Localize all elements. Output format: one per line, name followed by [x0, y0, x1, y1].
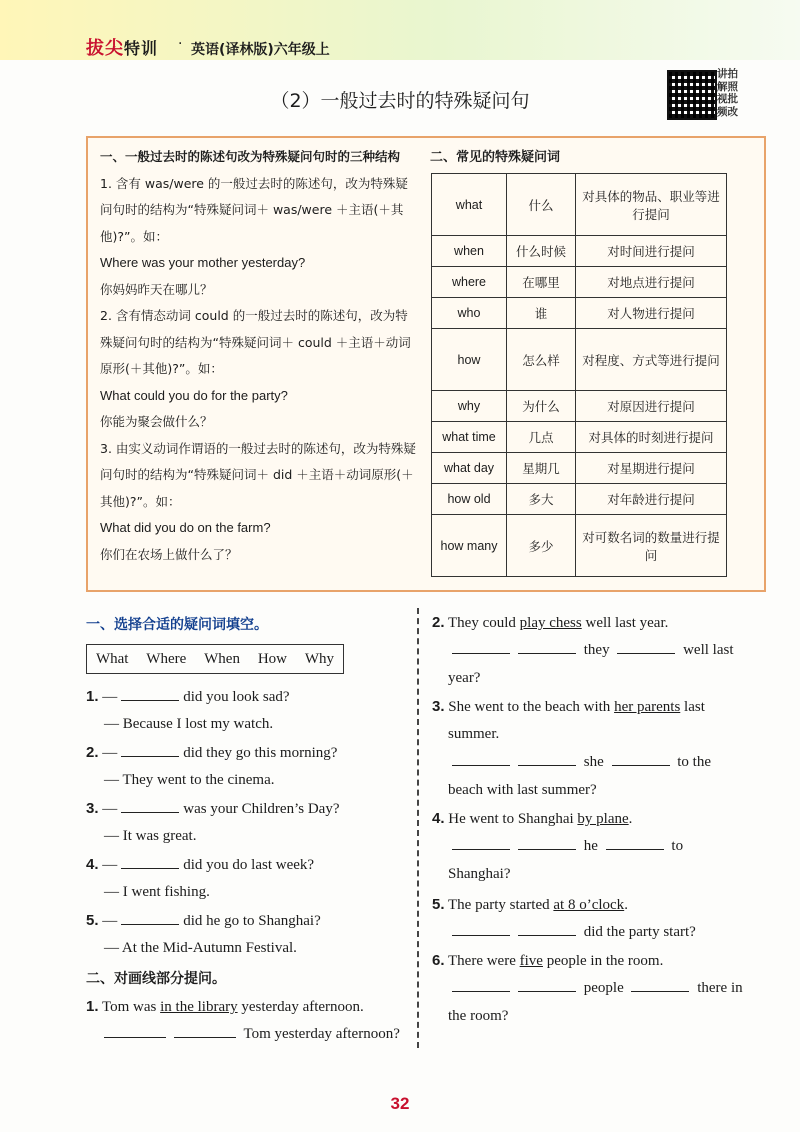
brand-logo: 拔尖特训 [86, 38, 159, 59]
word-option: Why [304, 650, 335, 667]
page-title: （2）一般过去时的特殊疑问句 [270, 90, 530, 112]
table-row: how many 多少 对可数名词的数量进行提问 [432, 515, 727, 577]
answer-blank[interactable] [121, 811, 179, 813]
word-option: What [95, 650, 129, 667]
ex2-q4: 4. He went to Shanghai by plane. [432, 810, 633, 827]
ex2-q2: 2. They could play chess well last year. [432, 614, 669, 631]
ex2-q3-cont: summer. [448, 726, 500, 742]
answer-blank[interactable] [612, 764, 670, 766]
answer-blank[interactable] [631, 990, 689, 992]
answer-blank[interactable] [121, 923, 179, 925]
answer-blank[interactable] [452, 652, 510, 654]
header-separator: · [178, 36, 183, 52]
table-row: how 怎么样 对程度、方式等进行提问 [432, 329, 727, 391]
ex2-a4-tail: Shanghai? [448, 866, 511, 882]
ex1-q1: 1. — did you look sad? [86, 688, 290, 705]
knowledge-right-heading: 二、常见的特殊疑问词 [430, 150, 561, 165]
ex1-q5: 5. — did he go to Shanghai? [86, 912, 321, 929]
example-en-2: What could you do for the party? [100, 387, 288, 403]
answer-blank[interactable] [518, 764, 576, 766]
ex2-a5: did the party start? [448, 924, 696, 941]
example-cn-2: 你能为聚会做什么？ [100, 414, 213, 429]
ex2-q3: 3. She went to the beach with her parents last [432, 698, 705, 715]
answer-blank[interactable] [617, 652, 675, 654]
answer-blank[interactable] [174, 1036, 236, 1038]
ex1-a1: — Because I lost my watch. [104, 716, 274, 732]
ex1-a4: — I went fishing. [104, 884, 210, 900]
table-row: who 谁 对人物进行提问 [432, 298, 727, 329]
ex1-a5: — At the Mid-Autumn Festival. [104, 940, 297, 956]
table-row: what day 星期几 对星期进行提问 [432, 453, 727, 484]
answer-blank[interactable] [518, 652, 576, 654]
answer-blank[interactable] [518, 990, 576, 992]
ex1-q4: 4. — did you do last week? [86, 856, 315, 873]
answer-blank[interactable] [121, 867, 179, 869]
ex2-a1: Tom yesterday afternoon? [100, 1026, 400, 1043]
ex1-a3: — It was great. [104, 828, 197, 844]
ex2-q6: 6. There were five people in the room. [432, 952, 664, 969]
ex2-a4: he to [448, 838, 683, 855]
answer-blank[interactable] [452, 934, 510, 936]
ex2-a6: people there in [448, 980, 743, 997]
example-cn-1: 你妈妈昨天在哪儿？ [100, 281, 213, 297]
ex1-q3: 3. — was your Children’s Day? [86, 800, 340, 817]
table-row: what 什么 对具体的物品、职业等进行提问 [432, 174, 727, 236]
rule-2: 2. 含有情态动词 could 的一般过去时的陈述句，改为特殊疑问句时的结构为“特殊疑问词＋ could ＋主语＋动词原形(＋其他)?”。如： [100, 308, 411, 376]
answer-blank[interactable] [518, 848, 576, 850]
qr-caption: 讲拍 解照 视批 频改 [717, 68, 738, 118]
ex2-q5: 5. The party started at 8 o’clock. [432, 896, 628, 913]
ex1-q2: 2. — did they go this morning? [86, 744, 338, 761]
rule-3: 3. 由实义动词作谓语的一般过去时的陈述句，改为特殊疑问句时的结构为“特殊疑问词＋ did ＋主语＋动词原形(＋其他)?”。如： [100, 440, 416, 509]
ex2-a2: they well last [448, 642, 733, 659]
ex2-a3-tail: beach with last summer? [448, 782, 597, 798]
answer-blank[interactable] [104, 1036, 166, 1038]
exercise2-heading: 二、对画线部分提问。 [86, 971, 226, 987]
page-number: 32 [390, 1094, 410, 1113]
example-en-3: What did you do on the farm? [100, 520, 271, 535]
answer-blank[interactable] [121, 755, 179, 757]
answer-blank[interactable] [121, 699, 179, 701]
knowledge-left [100, 144, 420, 568]
ex1-a2: — They went to the cinema. [104, 772, 275, 788]
answer-blank[interactable] [606, 848, 664, 850]
book-title: 英语(译林版)六年级上 [191, 42, 330, 58]
ex2-a6-tail: the room? [448, 1008, 509, 1024]
answer-blank[interactable] [452, 764, 510, 766]
table-row: what time 几点 对具体的时刻进行提问 [432, 422, 727, 453]
table-row: when 什么时候 对时间进行提问 [432, 236, 727, 267]
answer-blank[interactable] [518, 934, 576, 936]
example-en-1: Where was your mother yesterday? [100, 255, 306, 270]
column-divider [417, 608, 419, 1048]
qr-code-icon[interactable] [667, 70, 717, 120]
answer-blank[interactable] [452, 990, 510, 992]
word-option: When [204, 650, 240, 667]
question-word-table [431, 173, 727, 577]
ex2-q1: 1. Tom was in the library yesterday afternoon. [86, 998, 364, 1015]
ex2-a3: she to the [448, 754, 711, 771]
table-row: why 为什么 对原因进行提问 [432, 391, 727, 422]
word-option: How [257, 650, 288, 667]
exercise1-heading: 一、选择合适的疑问词填空。 [86, 617, 268, 633]
ex2-a2-tail: year? [448, 670, 481, 686]
table-row: how old 多大 对年龄进行提问 [432, 484, 727, 515]
word-bank [86, 644, 344, 674]
rule-1: 1. 含有 was/were 的一般过去时的陈述句，改为特殊疑问句时的结构为“特殊疑问词＋ was/were ＋主语(＋其他)?”。如： [100, 175, 408, 244]
table-row: where 在哪里 对地点进行提问 [432, 267, 727, 298]
example-cn-3: 你们在农场上做什么了？ [100, 546, 238, 562]
knowledge-left-heading: 一、一般过去时的陈述句改为特殊疑问句时的三种结构 [100, 149, 401, 164]
answer-blank[interactable] [452, 848, 510, 850]
word-option: Where [146, 650, 187, 667]
